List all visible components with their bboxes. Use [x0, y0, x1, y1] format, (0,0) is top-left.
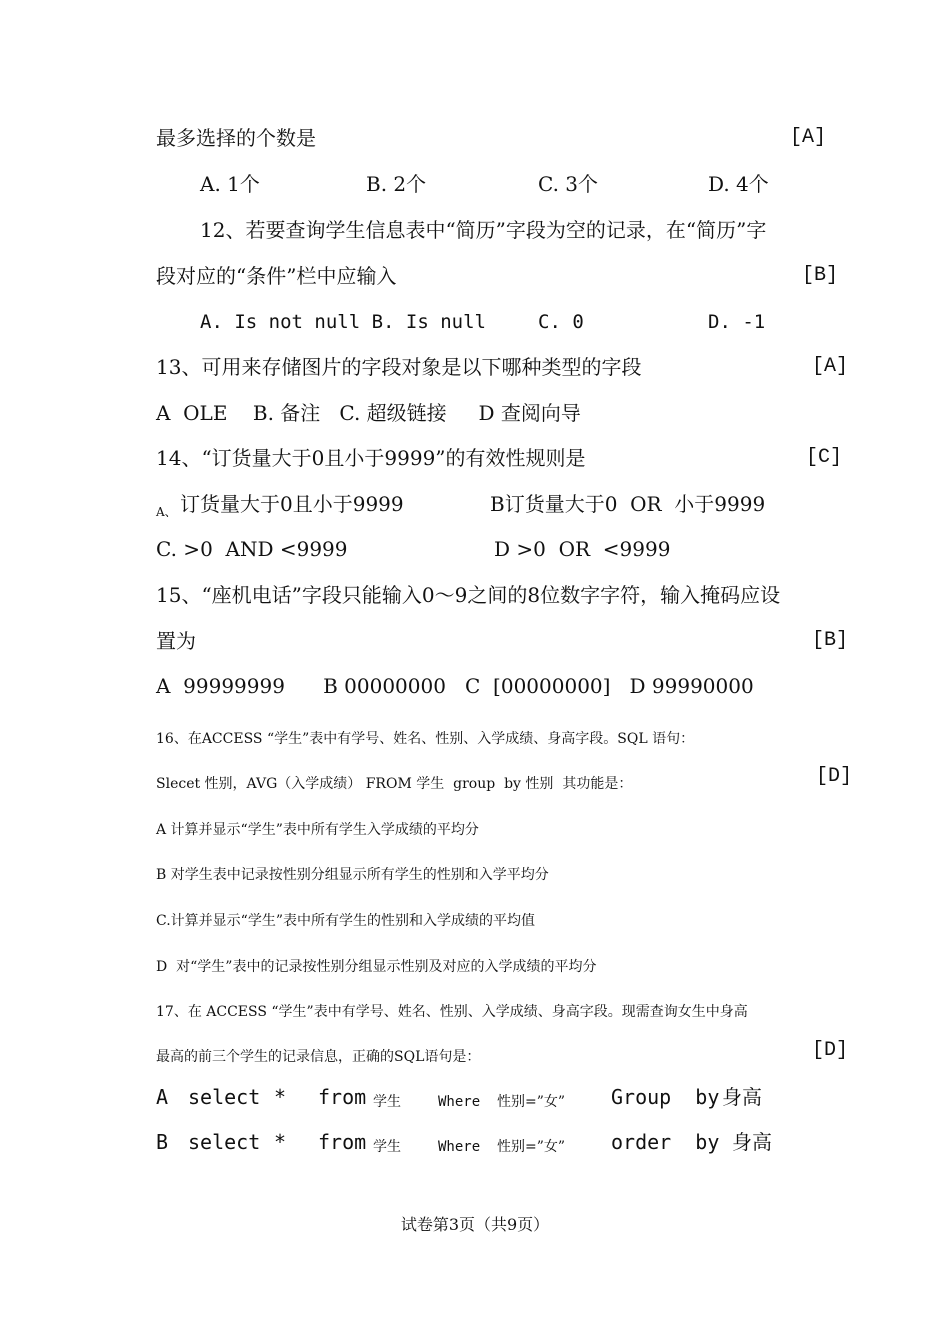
q17-a-star: * [274, 1085, 287, 1109]
q11-answer: [A] [790, 126, 827, 149]
q17-a-select: select [188, 1085, 261, 1109]
q14-option-d: D >0 OR <9999 [494, 537, 671, 561]
q17-a-where: Where [438, 1094, 481, 1110]
q17-a-table: 学生 [373, 1094, 401, 1110]
q11-option-a: A. 1个 [200, 172, 260, 196]
q12-options-ab: A. Is not null B. Is null [200, 311, 486, 333]
q17-a-from: from [318, 1085, 367, 1109]
q17-answer: [D] [812, 1039, 849, 1062]
q15-answer: [B] [812, 629, 849, 652]
q16-option-a: A 计算并显示“学生”表中所有学生入学成绩的平均分 [156, 822, 479, 838]
q14-stem: 14、“订货量大于0且小于9999”的有效性规则是 [156, 446, 586, 470]
q17-a-cond: 性别=”女” [497, 1094, 566, 1110]
q13-answer: [A] [812, 355, 849, 378]
q15-options: A 99999999 B 00000000 C [00000000] D 99990000 [156, 674, 754, 698]
q17-b-label: B [156, 1130, 169, 1154]
q16-option-b: B 对学生表中记录按性别分组显示所有学生的性别和入学平均分 [156, 867, 549, 883]
q17-a-label: A [156, 1085, 169, 1109]
q16-answer: [D] [816, 765, 853, 788]
q12-stem-line1: 12、若要查询学生信息表中“简历”字段为空的记录，在“简历”字 [200, 218, 767, 242]
q13-options: A OLE B. 备注 C. 超级链接 D 查阅向导 [156, 401, 581, 425]
q14-option-b: B订货量大于0 OR 小于9999 [490, 492, 766, 516]
q17-stem-line2: 最高的前三个学生的记录信息，正确的SQL语句是： [156, 1049, 481, 1065]
q17-b-select: select [188, 1130, 261, 1154]
q16-option-c: C.计算并显示“学生”表中所有学生的性别和入学成绩的平均值 [156, 913, 535, 929]
q17-a-clause: Group by [611, 1085, 720, 1109]
q14-option-c: C. >0 AND <9999 [156, 537, 348, 561]
q16-option-d: D 对“学生”表中的记录按性别分组显示性别及对应的入学成绩的平均分 [156, 959, 597, 975]
q14-option-a: 订货量大于0且小于9999 [180, 492, 404, 516]
q11-stem: 最多选择的个数是 [156, 126, 316, 150]
q17-b-star: * [274, 1130, 287, 1154]
q16-stem-line2: Slecet 性别，AVG（入学成绩） FROM 学生 group by 性别 其功能是： [156, 776, 633, 792]
q17-a-field: 身高 [722, 1085, 762, 1109]
q14-answer: [C] [806, 446, 843, 469]
q12-answer: [B] [802, 264, 839, 287]
page-footer: 试卷第3页（共9页） [400, 1215, 550, 1234]
q17-b-cond: 性别=”女” [497, 1139, 566, 1155]
q17-stem-line1: 17、在 ACCESS “学生”表中有学号、姓名、性别、入学成绩、身高字段。现需查询女生中身高 [156, 1004, 748, 1020]
q11-option-d: D. 4个 [708, 172, 769, 196]
q17-b-where: Where [438, 1139, 481, 1155]
q17-b-clause: order by [611, 1130, 720, 1154]
q11-option-c: C. 3个 [538, 172, 599, 196]
q12-stem-line2: 段对应的“条件”栏中应输入 [156, 264, 397, 288]
q17-b-table: 学生 [373, 1139, 401, 1155]
q12-option-c: C. 0 [538, 311, 584, 333]
q15-stem-line2: 置为 [156, 629, 196, 653]
q13-stem: 13、可用来存储图片的字段对象是以下哪种类型的字段 [156, 355, 642, 379]
q17-b-field: 身高 [732, 1130, 772, 1154]
q16-stem-line1: 16、在ACCESS “学生”表中有学号、姓名、性别、入学成绩、身高字段。SQL 语句： [156, 731, 695, 747]
q17-b-from: from [318, 1130, 367, 1154]
q14-option-a-label: A、 [156, 505, 177, 519]
q11-option-b: B. 2个 [366, 172, 427, 196]
q15-stem-line1: 15、“座机电话”字段只能输入0～9之间的8位数字字符，输入掩码应设 [156, 583, 781, 607]
q12-option-d: D. -1 [708, 311, 766, 333]
